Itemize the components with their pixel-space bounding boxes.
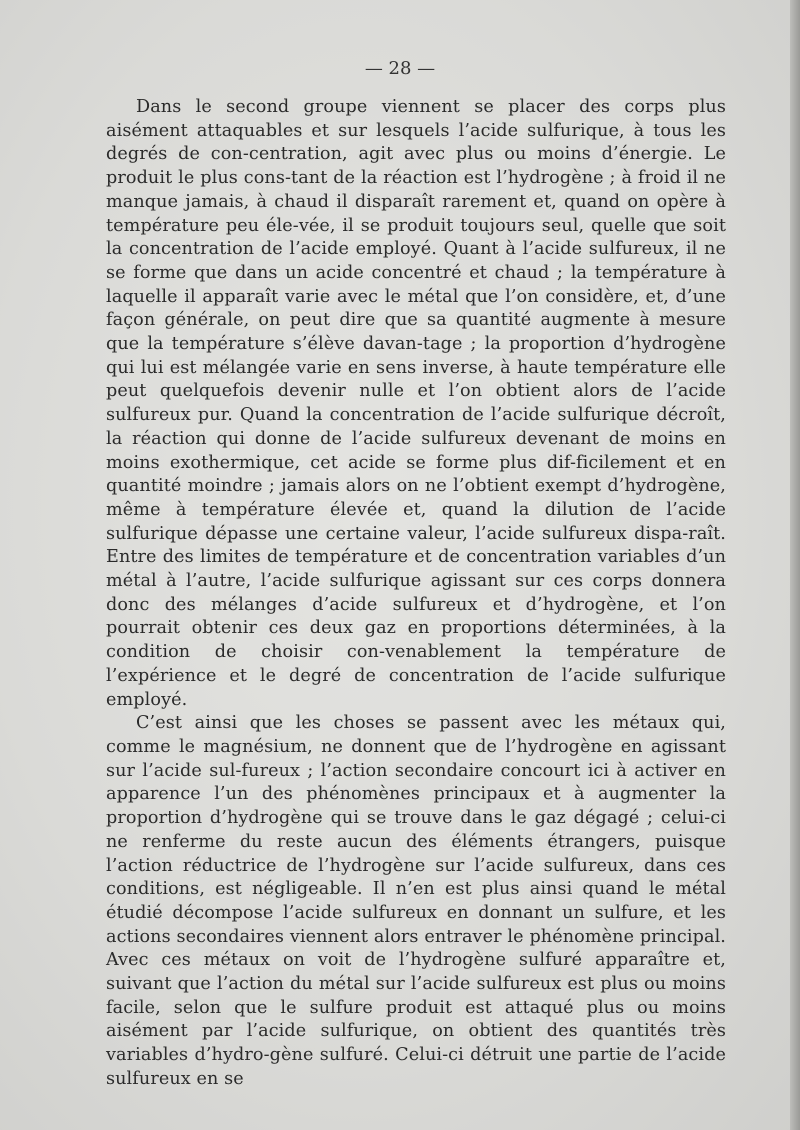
page-number: — 28 — — [364, 58, 436, 79]
paragraph-1: Dans le second groupe viennent se placer des corps plus aisément attaquables et sur lesquels l’acide sulfurique, à tous les degrés de con-centration, agit avec plus ou moins d’énergie. Le produit le plus cons-tant de la réaction est l’hydrogène ; à froid il ne manque jamais, à chaud il disparaît rarement et, quand on opère à température peu éle-vée, il se produit toujours seul, quelle que soit la concentration de l’acide employé. Quant à l’acide sulfureux, il ne se forme que dans un acide concentré et chaud ; la température à laquelle il apparaît varie avec le métal que l’on considère, et, d’une façon générale, on peut dire que sa quantité augmente à mesure que la température s’élève davan-tage ; la proportion d’hydrogène qui lui est mélangée varie en sens inverse, à haute température elle peut quelquefois devenir nulle et l’on obtient alors de l’acide sulfureux pur. Quand la concentration de l’acide sulfurique décroît, la réaction qui donne de l’acide sulfureux devenant de moins en moins exothermique, cet acide se forme plus dif-ficilement et en quantité moindre ; jamais alors on ne l’obtient exempt d’hydrogène, même à température élevée et, quand la dilution de l’acide sulfurique dépasse une certaine valeur, l’acide sulfureux dispa-raît. Entre des limites de température et de concentration variables d’un métal à l’autre, l’acide sulfurique agissant sur ces corps donnera donc des mélanges d’acide sulfureux et d’hydrogène, et l’on pourrait obtenir ces deux gaz en proportions déterminées, à la condition de choisir con-venablement la température de l’expérience et le degré de concentration de l’acide sulfurique employé. — [106, 97, 726, 710]
paragraph-2: C’est ainsi que les choses se passent avec les métaux qui, comme le magnésium, ne donnent que de l’hydrogène en agissant sur l’acide sul-fureux ; l’action secondaire concourt ici à activer en apparence l’un des phénomènes principaux et à augmenter la proportion d’hydrogène qui se trouve dans le gaz dégagé ; celui-ci ne renferme du reste aucun des éléments étrangers, puisque l’action réductrice de l’hydrogène sur l’acide sulfureux, dans ces conditions, est négligeable. Il n’en est plus ainsi quand le métal étudié décompose l’acide sulfureux en donnant un sulfure, et les actions secondaires viennent alors entraver le phénomène principal. Avec ces métaux on voit de l’hydrogène sulfuré apparaître et, suivant que l’action du métal sur l’acide sulfureux est plus ou moins facile, selon que le sulfure produit est attaqué plus ou moins aisément par l’acide sulfurique, on obtient des quantités très variables d’hydro-gène sulfuré. Celui-ci détruit une partie de l’acide sulfureux en se — [106, 713, 726, 1089]
page-edge-shadow — [790, 0, 800, 1130]
body-text — [106, 96, 726, 1092]
